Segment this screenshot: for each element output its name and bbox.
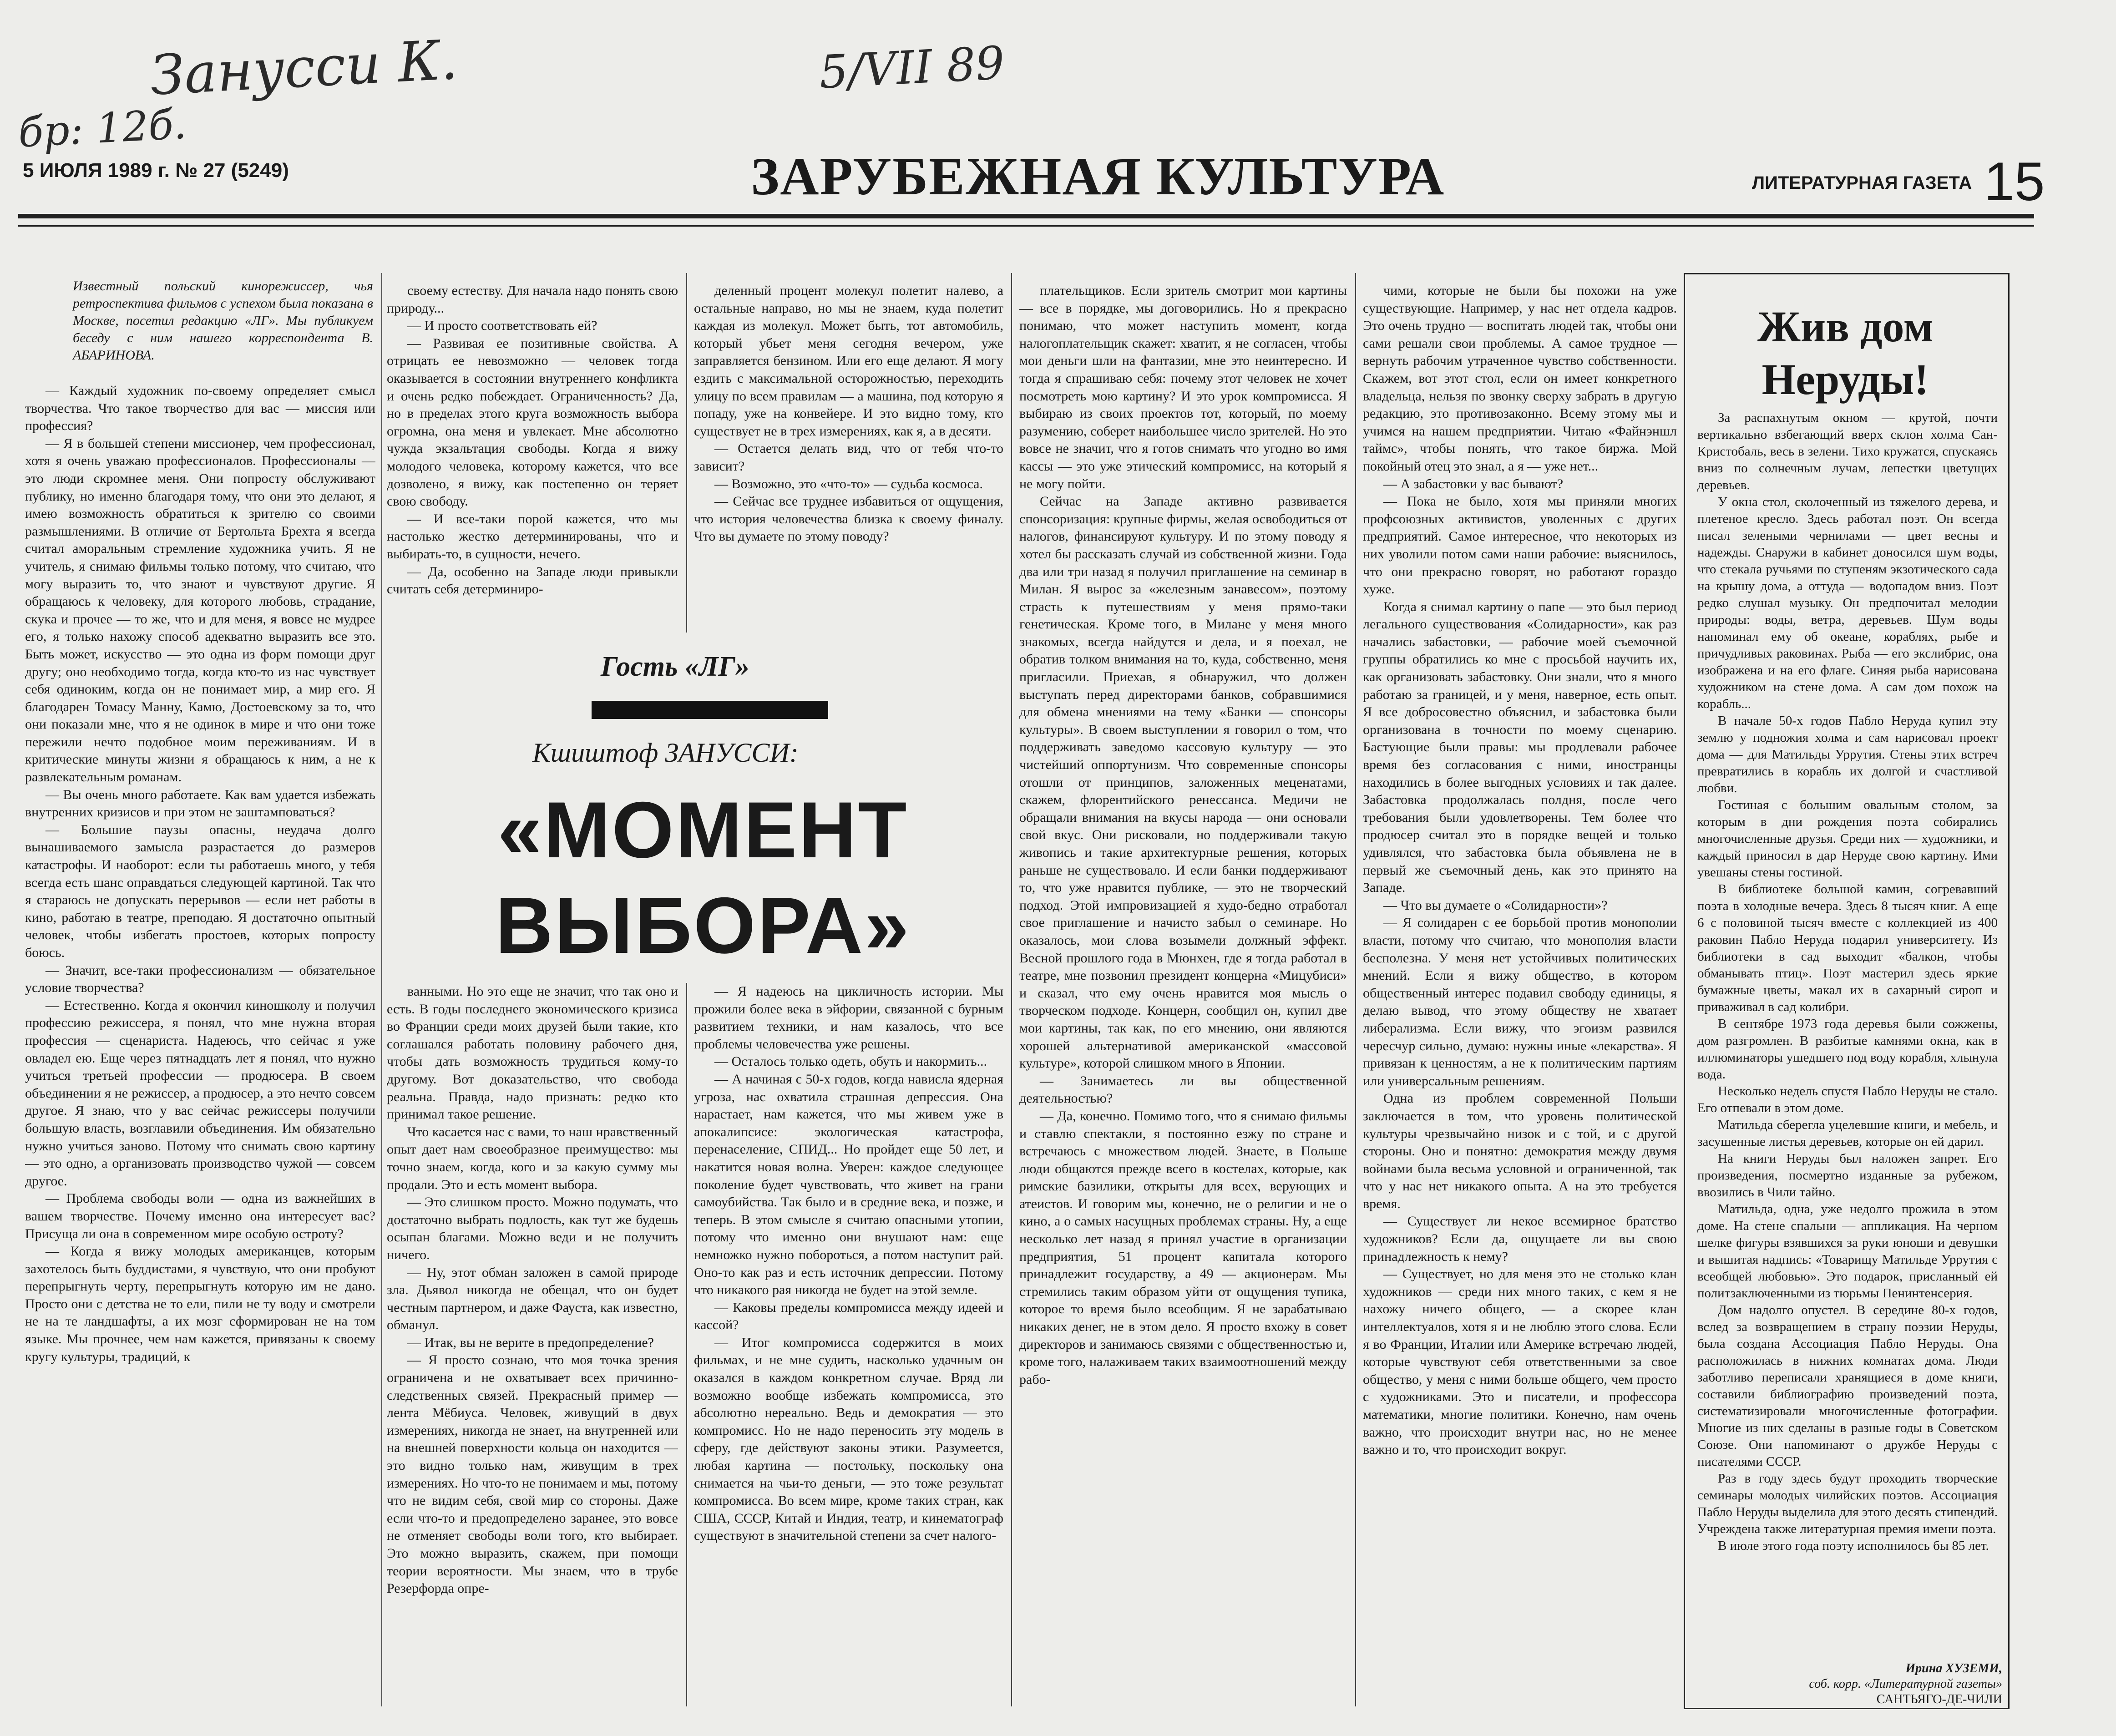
paragraph: Дом надолго опустел. В середине 80-х годов, вслед за возвращением в страну поэзии Неруды, была создана Ассоциация Пабло Неруды. Она расположилась в нижних комнатах дома. Люди заботливо переписали хранящиеся в доме книги, составили библиографию произведений поэта, систематизировали многочисленные фотографии. Многие из них сделаны в разные годы в Советском Союзе. Они напоминают о дружбе Неруды с писателями СССР.: [1697, 1303, 1998, 1469]
article-column-4: [1019, 282, 1347, 1706]
paragraph: — Значит, все-таки профессионализм — обязательное условие творчества?: [25, 962, 375, 996]
paragraph: — Да, особенно на Западе люди привыкли считать себя детерминиро-: [387, 564, 678, 597]
paragraph: У окна стол, сколоченный из тяжелого дерева, и плетеное кресло. Здесь работал поэт. Он всегда писал зелеными чернилами — цвет весны и надежды. Снаружи в кабинет доносился шум воды, что стекала ручьями по ступеням экзотического сада на крышу дома, а оттуда — водопадом вниз. Поэт редко слушал музыку. Он предпочитал мелодии природы: воды, ветра, деревьев. Шум воды напоминал ему об океане, кораблях, рыбе и причудливых раковинах. Рыба — его экслибрис, она изображена и на его флаге. Синяя рыба нарисована художником на стене дома. А сам дом похож на корабль...: [1697, 495, 1998, 711]
paragraph: — А начиная с 50-х годов, когда нависла ядерная угроза, нас охватила страшная депрессия. Она нарастает, нам кажется, что мы живем уже в апокалипсисе: экологическая катастрофа, перенаселение, СПИД... Но пройдет еще 50 лет, и накатится новая волна. Уверен: каждое следующее поколение будет чувствовать, что живет на грани самоубийства. Так было и в средние века, и позже, и теперь. В этом смысле я считаю опасными утопии, потому что именно они внушают нам: еще немножко нужно побороться, а потом наступит рай. Оно-то как раз и есть источник депрессии. Потому что никакого рая никогда не будет на этой земле.: [694, 1071, 1003, 1298]
paragraph: — Большие паузы опасны, неудача долго вынашиваемого замысла разрастается до размеров катастрофы. И наоборот: если ты работаешь много, у тебя всегда есть шанс оправдаться следующей картиной. Так что я стараюсь не допускать перерывов — если нет работы в кино, работаю в театре, преподаю. Я достаточно опытный человек, чтобы избегать простоев, которых попросту боюсь.: [25, 822, 375, 960]
paragraph: — Когда я вижу молодых американцев, которым захотелось быть буддистами, я чувствую, что они пробуют перепрыгнуть черту, перепрыгнуть которую им не дано. Просто они с детства не то ели, пили не ту воду и смотрели не на те ландшафты, а их мозг сформирован не на том языке. Мы прочнее, чем нам кажется, привязаны к своему кругу культуры, традиций, к: [25, 1244, 375, 1364]
paragraph: На книги Неруды был наложен запрет. Его произведения, посмертно изданные за рубежом, ввозились в Чили тайно.: [1697, 1151, 1998, 1200]
paragraph: — Проблема свободы воли — одна из важнейших в вашем творчестве. Почему именно она интересует вас? Присуща ли она в современном мире особую остроту?: [25, 1191, 375, 1241]
sidebar-title: Жив дом Неруды!: [1757, 302, 1934, 404]
article-headline: «МОМЕНТ ВЫБОРА»: [495, 786, 911, 970]
paragraph: — Итак, вы не верите в предопределение?: [407, 1335, 654, 1350]
paragraph: — Ну, этот обман заложен в самой природе зла. Дьявол никогда не обещал, что он будет честным партнером, и даже Фауста, как известно, обманул.: [387, 1265, 678, 1333]
column-separator: [1355, 273, 1356, 1706]
paragraph: — Каковы пределы компромисса между идеей и кассой?: [694, 1300, 1003, 1333]
paragraph: В библиотеке большой камин, согревавший поэта в холодные вечера. Здесь 8 тысяч книг. А еще 6 с половиной тысяч вместе с коллекцией из 400 раковин Пабло Неруда подарил университету. Из библиотеки в сад выходит «балкон, чтобы обманывать птиц». Поэт мастерил здесь яркие бумажные цветы, макал их в сахарный сироп и приваживал в сад колибри.: [1697, 882, 1998, 1014]
paragraph: — Я в большей степени миссионер, чем профессионал, хотя я очень уважаю профессионалов. Профессионалы — это люди скромнее меня. Они попросту обслуживают публику, но именно благодаря тому, что они это делают, я имею возможность обратиться к зрителю со своими размышлениями. В отличие от Бертольта Брехта я всегда считал аморальным стремление художника учить. Я не учитель, я снимаю фильмы только потому, что считаю, что могу выразить то, что знают и чувствуют другие. Я обращаюсь к человеку, для которого любовь, страдание, скука и прочее — то же, что и для меня, я вовсе не мудрее его, я только нахожу способ адекватно выразить все это. Быть может, искусство — это одна из форм помощи друг другу; оно необходимо тогда, когда кто-то из нас чувствует себя одиноким, когда он не понимает мир, а мир его. Я благодарен Томасу Манну, Камю, Достоевскому за то, что они показали мне, что я не одинок в мире и что они тоже пережили нечто подобное моим переживаниям. И в критические минуты жизни я обращаюсь к ним, а не к развлекательным романам.: [25, 435, 375, 785]
paragraph: Что касается нас с вами, то наш нравственный опыт дает нам своеобразное преимущество: мы точно знаем, когда, кого и за какую сумму мы продали. Это и есть момент выбора.: [387, 1124, 678, 1192]
paragraph: — Осталось только одеть, обуть и накормить...: [714, 1054, 987, 1069]
paragraph: плательщиков. Если зритель смотрит мои картины — все в порядке, мы договорились. Но я прекрасно понимаю, что может наступить момент, когда налогоплательщик скажет: хватит, я не согласен, чтобы мои деньги шли на фантазии, мне это неинтересно. И тогда я спрашиваю себя: почему этот человек не хочет посмотреть мою картину? И это урок компромисса. Я выбираю из своих проектов тот, который, по моему разумению, соберет наибольшее число зрителей. Но это вовсе не значит, что я готов снимать что угодно во имя кассы — это уже этический компромисс, на который я не могу пойти.: [1019, 283, 1347, 491]
article-lead: Известный польский кинорежиссер, чья ретроспектива фильмов с успехом была показана в Москве, посетил редакцию «ЛГ». Мы публикуем беседу с ним нашего корреспондента В. АБАРИНОВА.: [73, 278, 373, 363]
paragraph: — Сейчас все труднее избавиться от ощущения, что история человечества близка к своему финалу. Что вы думаете по этому поводу?: [694, 494, 1003, 544]
paragraph: — Существует ли некое всемирное братство художников? Если да, ощущаете ли вы свою принадлежность к нему?: [1363, 1214, 1677, 1264]
handwritten-number-note: бр: 12б.: [17, 100, 188, 157]
article-column-3-top: [694, 282, 1003, 633]
paragraph: Матильда сберегла уцелевшие книги, и мебель, и засушенные листья деревьев, которые он ей дарил.: [1697, 1118, 1998, 1149]
paragraph: чими, которые не были бы похожи на уже существующие. Например, у нас нет отдела кадров. Это очень трудно — воспитать людей так, чтобы они сами решали свои проблемы. А самое трудное — вернуть рабочим утраченное чувство собственности. Скажем, вот этот стол, если он имеет конкретного владельца, нельзя по звонку сверху забрать в другую редакцию, это противозаконно. Всему этому мы и учимся на нашем предприятии. Читаю «Файнэншл таймс», чтобы понять, что такое биржа. Мой покойный отец это знал, а я — уже нет...: [1363, 283, 1677, 474]
column-separator: [381, 273, 382, 1706]
paragraph: В сентябре 1973 года деревья были сожжены, дом разгромлен. В разбитые камнями окна, как в иллюминаторы ушедшего под воду корабля, хлынула вода.: [1697, 1017, 1998, 1082]
page-number: 15: [1984, 151, 2045, 212]
paragraph: В начале 50-х годов Пабло Неруда купил эту землю у подножия холма и сам нарисовал проект дома — для Матильды Уррутия. Стены этих встреч превратились в корабль их долгой и счастливой любви.: [1697, 714, 1998, 795]
paragraph: — Итог компромисса содержится в моих фильмах, и не мне судить, насколько удачным он оказался в каждом конкретном случае. Вряд ли возможно вообще избежать компромисса, это абсолютно нереально. Ведь и демократия — это компромисс. Но не надо переносить эту модель в сферу, где действуют законы этики. Разумеется, любая картина — постольку, поскольку она снимается на чьи-то деньги, — это тоже результат компромисса. Во всем мире, кроме таких стран, как США, СССР, Китай и Индия, театр, и кинематограф существуют в значительной степени за счет налого-: [694, 1335, 1003, 1544]
paragraph: Когда я снимал картину о папе — это был период легального существования «Солидарности», как раз начались забастовки, — рабочие моей съемочной группы обратились ко мне с просьбой научить их, как организовать забастовку. Они знали, что я много работаю за границей, и у меня, наверное, есть опыт. Я все добросовестно объяснил, и забастовка были организована в точности по моему сценарию. Бастующие были правы: мы продлевали рабочее время без согласования с ними, иностранцы находились в более выгодных условиях и так далее. Забастовка продолжалась полдня, после чего требования были удовлетворены. Тем более что продюсер считал это в порядке вещей и только удивлялся, что забастовка была объявлена не в первый же съемочный день, как это принято на Западе.: [1363, 599, 1677, 896]
handwritten-author-note: Занусси К.: [148, 28, 460, 108]
paragraph: — Вы очень много работаете. Как вам удается избежать внутренних кризисов и при этом не заштамповаться?: [25, 787, 375, 820]
paragraph: — Пока не было, хотя мы приняли многих профсоюзных активистов, уволенных с других предприятий. Самое интересное, что некоторых из них уволили потом сами наши рабочие: выяснилось, что они прекрасно говорят, но работают гораздо хуже.: [1363, 494, 1677, 597]
sidebar-byline: [1711, 1661, 2002, 1707]
article-column-2-bottom: [387, 983, 678, 1706]
paragraph: — Что вы думаете о «Солидарности»?: [1383, 897, 1608, 913]
paragraph: — Это слишком просто. Можно подумать, что достаточно выбрать подлость, как тут же будешь осыпан благами. Можно веди и не получить ничего.: [387, 1194, 678, 1262]
article-column-2-top: [387, 282, 678, 633]
newspaper-name: ЛИТЕРАТУРНАЯ ГАЗЕТА: [1752, 173, 1972, 193]
paragraph: — Я солидарен с ее борьбой против монополии власти, потому что считаю, что монополия власти бесполезна. У меня нет устойчивых политических мнений. Если я вижу общество, в котором общественный интерес подавил свободу единицы, я делаю вывод, что этому обществу не хватает либерализма. Если вижу, что эгоизм развился чересчур сильно, думаю: нужны иные «лекарства». Я привязан к ценностям, а не к политическим партиям или универсальным решениям.: [1363, 915, 1677, 1088]
paragraph: — Естественно. Когда я окончил киношколу и получил профессию режиссера, я понял, что мне нужна вторая профессия — сценариста. Надеюсь, что сейчас я уже овладел ею. Еще через пятнадцать лет я понял, что нужно учиться третьей профессии — продюсера. В своем объединении я не режиссер, а продюсер, а это нечто совсем другое. Я знаю, что у вас сейчас режиссеры получили большую власть, возглавили объединения. Им обязательно нужно учиться заново. Потому что снимать свою картину — это одно, а организовать производство чужой — совсем другое.: [25, 997, 375, 1189]
paragraph: — Возможно, это «что-то» — судьба космоса.: [714, 476, 983, 491]
paragraph: — Остается делать вид, что от тебя что-то зависит?: [694, 441, 1003, 474]
decorative-bar: [592, 701, 828, 719]
article-column-3-bottom: [694, 983, 1003, 1706]
sidebar-text: [1697, 410, 1998, 1656]
paragraph: — Да, конечно. Помимо того, что я снимаю фильмы и ставлю спектакли, я постоянно езжу по стране и встречаюсь с множеством людей. Знаете, в Польше люди общаются прежде всего в костелах, которые, как римские базилики, открыты для всех, верующих и атеистов. И говорим мы, конечно, не о религии и не о кино, а о самых насущных проблемах страны. Ну, а еще несколько лет назад я принял участие в организации предприятия, 51 процент капитала которого принадлежит государству, а 49 — акционерам. Мы стремились таким образом уйти от ощущения тупика, которое то время было всеобщим. Я не зарабатываю никаких денег, не в этом дело. Я просто вхожу в совет директоров и занимаюсь связями с общественностью и, кроме того, налаживаем таких взаимоотношений между рабо-: [1019, 1108, 1347, 1387]
interviewee-name: Кшиштоф ЗАНУССИ:: [532, 738, 799, 768]
paragraph: — Существует, но для меня это не столько клан художников — среди них много таких, с кем я не нахожу ничего общего, — а скорее клан интеллектуалов, хотя я и не люблю этого слова. Если я во Франции, Италии или Америке встречаю людей, которые чувствуют себя ответственными за свое общество, у меня с ними больше общего, чем просто с художниками. Это и писатели, и профессора математики, многие политики. Конечно, нам очень важно, что происходит внутри нас, но не менее важно и то, что происходит вокруг.: [1363, 1266, 1677, 1458]
header-rule-thin: [18, 225, 2034, 227]
byline-place: САНТЬЯГО-ДЕ-ЧИЛИ: [1876, 1692, 2002, 1706]
header-rule: [18, 214, 2034, 218]
paragraph: Раз в году здесь будут проходить творческие семинары молодых чилийских поэтов. Ассоциация Пабло Неруды выделила для этого десять стипендий. Учреждена также литературная премия имени поэта.: [1697, 1471, 1998, 1536]
paragraph: В июле этого года поэту исполнилось бы 85 лет.: [1718, 1539, 1989, 1553]
paragraph: — Каждый художник по-своему определяет смысл творчества. Что такое творчество для вас — миссия или профессия?: [25, 383, 375, 434]
paragraph: Сейчас на Западе активно развивается спонсоризация: крупные фирмы, желая освободиться от налогов, финансируют культуру. И по этому поводу я хотел бы рассказать случай из собственной жизни. Года два или три назад я получил приглашение на семинар в Милан. Я вырос за «железным занавесом», поэтому страсть к путешествиям у меня прямо-таки генетическая. Кроме того, в Милане у меня много знакомых, всегда найдутся и дела, и я поехал, не обратив толком внимания на то, куда, собственно, меня пригласили. Приехав, я обнаружил, что должен выступать перед директорами банков, собравшимися для обмена мнениями на тему «Банки — спонсоры культуры». В своем выступлении я говорил о том, что поддерживать заведомо кассовую культуру — это чистейший оппортунизм. Что современные спонсоры отошли от принципов, заложенных меценатами, скажем, флорентийского ренессанса. Медичи не обращали внимания на вкусы народа — они основали свой вкус. Они рисковали, но поддерживали такую живопись и такие архитектурные решения, которых раньше не существовало. И если банки поддерживают то, что уже нравится публике, — это не творческий подход. Этой импровизацией я худо-бедно отработал свое приглашение и начисто забыл о семинаре. Но оказалось, мои слова возымели должный эффект. Весной прошлого года в Мюнхен, где я тогда работал в театре, мне позвонил президент концерна «Мицубиси» и сказал, что ему очень нравится моя мысль о творческом подходе. Концерн, сообщил он, купил две мои картины, так как, по его мнению, они являются хорошей альтернативой американской «массовой культуре», которой слишком много в Японии.: [1019, 494, 1347, 1071]
article-column-5: [1363, 282, 1677, 1706]
byline-name: Ирина ХУЗЕМИ,: [1905, 1661, 2002, 1675]
byline-role: соб. корр. «Литературной газеты»: [1809, 1677, 2002, 1691]
paragraph: своему естеству. Для начала надо понять свою природу...: [387, 283, 678, 316]
column-separator: [1011, 273, 1012, 1706]
article-column-1: [25, 382, 375, 1702]
paragraph: ванными. Но это еще не значит, что так оно и есть. В годы последнего экономического кризиса во Франции среди моих друзей были такие, кто соглашался работать половину рабочего дня, чтобы дать возможность трудиться кому-то другому. Вот доказательство, что свобода реальна. Правда, надо признать: редко кто принимал такое решение.: [387, 984, 678, 1122]
paragraph: — Я надеюсь на цикличность истории. Мы прожили более века в эйфории, связанной с бурным развитием техники, и нам казалось, что все проблемы человечества уже решены.: [694, 984, 1003, 1052]
paragraph: — Развивая ее позитивные свойства. А отрицать ее невозможно — человек тогда оказывается в состоянии внутреннего конфликта и очень редко побеждает. Ограниченность? Да, но в пределах этого круга возможность выбора огромна, она меня и увлекает. Мне абсолютно чужда экзальтация свободы. Когда я вижу молодого человека, которому кажется, что все дозволено, я вижу, как постепенно он теряет свою свободу.: [387, 335, 678, 509]
paragraph: Одна из проблем современной Польши заключается в том, что уровень политической культуры чрезвычайно низок и с той, и с другой стороны. Оно и понятно: демократия между двумя войнами была весьма условной и ограниченной, так что у нас нет никакого опыта. А на это требуется время.: [1363, 1091, 1677, 1211]
paragraph: — Я просто сознаю, что моя точка зрения ограничена и не охватывает всех причинно-следственных связей. Прекрасный пример — лента Мёбиуса. Человек, живущий в двух измерениях, никогда не знает, на внутренней или на внешней поверхности кольца он находится — это видно только нам, живущим в трех измерениях. Но что-то не понимаем и мы, потому что не видим себя, свой мир со стороны. Даже если что-то и предопределено заранее, это вовсе не отменяет свободы воли того, кто выбирает. Это можно выразить, скажем, при помощи теории вероятности. Мы знаем, что в трубе Резерфорда опре-: [387, 1352, 678, 1596]
paragraph: Матильда, одна, уже недолго прожила в этом доме. На стене спальни — аппликация. На черном шелке фигуры взявшихся за руки юноши и девушки и вышитая надпись: «Товарищу Матильде Уррутия с всеобщей любовью». Это подарок, присланный ей политзаключенными из тюрьмы Пенинтенсерия.: [1697, 1202, 1998, 1301]
column-separator: [686, 273, 687, 633]
issue-date: 5 ИЮЛЯ 1989 г. № 27 (5249): [23, 159, 289, 182]
paragraph: — Занимаетесь ли вы общественной деятельностью?: [1019, 1073, 1347, 1106]
paragraph: За распахнутым окном — крутой, почти вертикально взбегающий вверх склон холма Сан-Кристобаль, весь в зелени. Тихо кружатся, спускаясь вниз по солнечным лучам, лепестки цветущих деревьев.: [1697, 410, 1998, 492]
rubric-guest: Гость «ЛГ»: [601, 651, 749, 682]
section-title: ЗАРУБЕЖНАЯ КУЛЬТУРА: [751, 147, 1445, 206]
handwritten-date-note: 5/VII 89: [818, 36, 1006, 99]
paragraph: деленный процент молекул полетит налево, а остальные направо, но мы не знаем, куда полетит каждая из молекул. Может быть, тот автомобиль, который убьет меня сегодня вечером, уже заправляется бензином. Или его еще делают. Я могу ездить с максимальной осторожностью, переходить улицу по всем правилам — а машина, под которую я попаду, уже на конвейере. И это видно тому, кто существует не в трех измерениях, как я, а в десяти.: [694, 283, 1003, 439]
column-separator: [686, 983, 687, 1706]
paragraph: — И просто соответствовать ей?: [407, 318, 597, 334]
paragraph: — И все-таки порой кажется, что мы настолько жестко детерминированы, что и выбирать-то, в сущности, нечего.: [387, 511, 678, 562]
paragraph: Несколько недель спустя Пабло Неруды не стало. Его отпевали в этом доме.: [1697, 1084, 1998, 1115]
paragraph: Гостиная с большим овальным столом, за которым в дни рождения поэта собирались многочисленные друзья. Среди них — художники, и каждый приносил в дар Неруде свою картину. Ими увешаны стены гостиной.: [1697, 798, 1998, 880]
paragraph: — А забастовки у вас бывают?: [1383, 476, 1564, 491]
